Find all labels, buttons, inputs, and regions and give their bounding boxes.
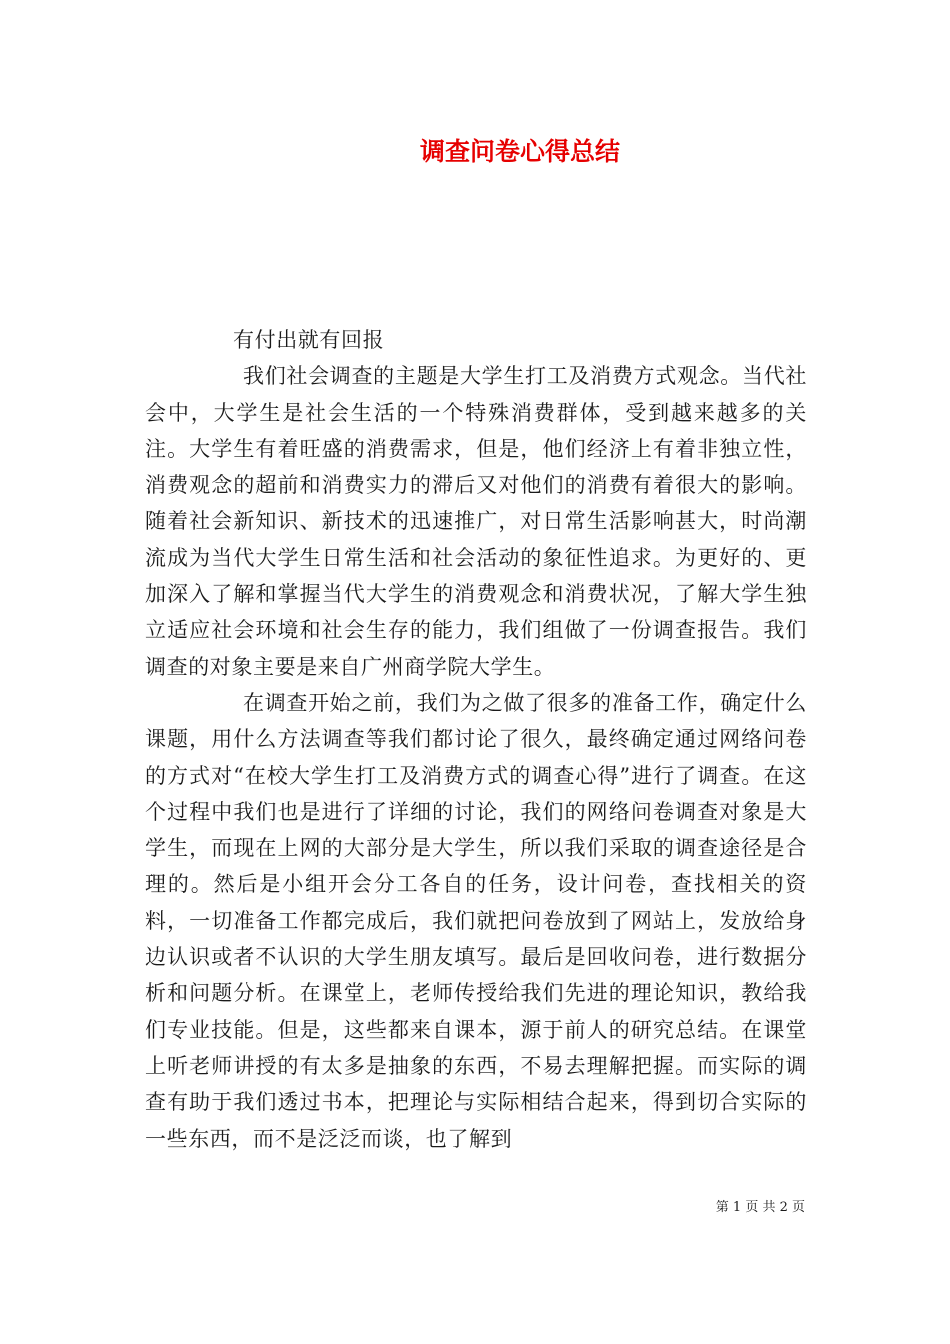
paragraph-1: 我们社会调查的主题是大学生打工及消费方式观念。当代社会中，大学生是社会生活的一个特殊消费群体，受到越来越多的关注。大学生有着旺盛的消费需求，但是，他们经济上有着非独立性，消费观念的超前和消费实力的滞后又对他们的消费有着很大的影响。随着社会新知识、新技术的迅速推广，对日常生活影响甚大，时尚潮流成为当代大学生日常生活和社会活动的象征性追求。为更好的、更加深入了解和掌握当代大学生的消费观念和消费状况，了解大学生独立适应社会环境和社会生存的能力，我们组做了一份调查报告。我们调查的对象主要是来自广州商学院大学生。 — [145, 364, 807, 679]
subheading: 有付出就有回报 — [233, 328, 385, 352]
document-body — [145, 322, 807, 1157]
document-title: 调查问卷心得总结 — [419, 137, 620, 166]
page-number-footer: 第 1 页 共 2 页 — [715, 1200, 805, 1215]
paragraph-2: 在调查开始之前，我们为之做了很多的准备工作，确定什么课题，用什么方法调查等我们都讨论了很久，最终确定通过网络问卷的方式对“在校大学生打工及消费方式的调查心得”进行了调查。在这个过程中我们也是进行了详细的讨论，我们的网络问卷调查对象是大学生，而现在上网的大部分是大学生，所以我们采取的调查途径是合理的。然后是小组开会分工各自的任务，设计问卷，查找相关的资料，一切准备工作都完成后，我们就把问卷放到了网站上，发放给身边认识或者不认识的大学生朋友填写。最后是回收问卷，进行数据分析和问题分析。在课堂上，老师传授给我们先进的理论知识，教给我们专业技能。但是，这些都来自课本，源于前人的研究总结。在课堂上听老师讲授的有太多是抽象的东西，不易去理解把握。而实际的调查有助于我们透过书本，把理论与实际相结合起来，得到切合实际的一些东西，而不是泛泛而谈，也了解到 — [145, 690, 807, 1151]
